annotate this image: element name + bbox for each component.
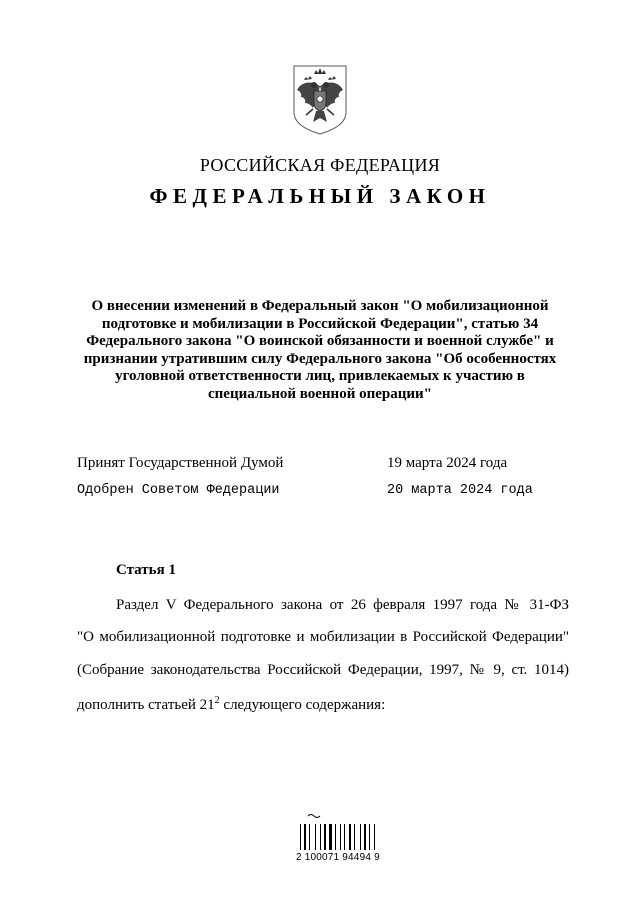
coat-of-arms-icon <box>289 64 351 136</box>
article-text-line <box>77 695 569 714</box>
council-approval-date: 20 марта 2024 года <box>387 483 533 498</box>
article-number-superscript: 2 <box>214 695 220 706</box>
barcode-bar <box>374 824 375 850</box>
barcode-bar <box>304 824 306 850</box>
duma-adoption-label: Принят Государственной Думой <box>77 455 284 471</box>
title-line: подготовке и мобилизации в Российской Федерации", статью 34 <box>101 315 539 332</box>
barcode-bar <box>324 824 326 850</box>
title-line: специальной военной операции" <box>208 385 432 402</box>
title-line: уголовной ответственности лиц, привлекаемых к участию в <box>115 368 525 385</box>
barcode-bar <box>335 824 336 850</box>
law-title <box>60 298 580 404</box>
barcode-bar <box>369 824 370 850</box>
country-name: РОССИЙСКАЯ ФЕДЕРАЦИЯ <box>199 155 441 175</box>
barcode-bar <box>364 824 366 850</box>
barcode-bar <box>329 824 332 850</box>
barcode-bar <box>300 824 301 850</box>
barcode-bar <box>344 824 345 850</box>
title-line: Федерального закона "О воинской обязанности и военной службе" и <box>86 333 554 350</box>
barcode-bar <box>340 824 341 850</box>
barcode-bar <box>360 824 361 850</box>
barcode-bar <box>320 824 321 850</box>
title-line: признании утратившим силу Федерального закона "Об особенностях <box>83 350 557 367</box>
article-text-part: дополнить статьей 21 <box>77 697 215 713</box>
document-type: ФЕДЕРАЛЬНЫЙ ЗАКОН <box>149 184 491 208</box>
article-text-line: "О мобилизационной подготовке и мобилизации в Российской Федерации" <box>77 629 569 645</box>
barcode-bar <box>354 824 355 850</box>
title-line: О внесении изменений в Федеральный закон "О мобилизационной <box>91 298 549 314</box>
council-approval-label: Одобрен Советом Федерации <box>77 483 280 498</box>
barcode-bar <box>315 824 316 850</box>
barcode-bar <box>309 824 310 850</box>
article-text-line: Раздел V Федерального закона от 26 февраля 1997 года № 31-ФЗ <box>116 597 569 613</box>
barcode-number: 2 100071 94494 9 <box>296 852 380 863</box>
article-text-line: (Собрание законодательства Российской Федерации, 1997, № 9, ст. 1014) <box>77 662 569 678</box>
barcode-bar <box>349 824 351 850</box>
duma-adoption-date: 19 марта 2024 года <box>387 455 508 471</box>
article-heading: Статья 1 <box>116 562 176 578</box>
article-text-part: следующего содержания: <box>219 697 386 713</box>
